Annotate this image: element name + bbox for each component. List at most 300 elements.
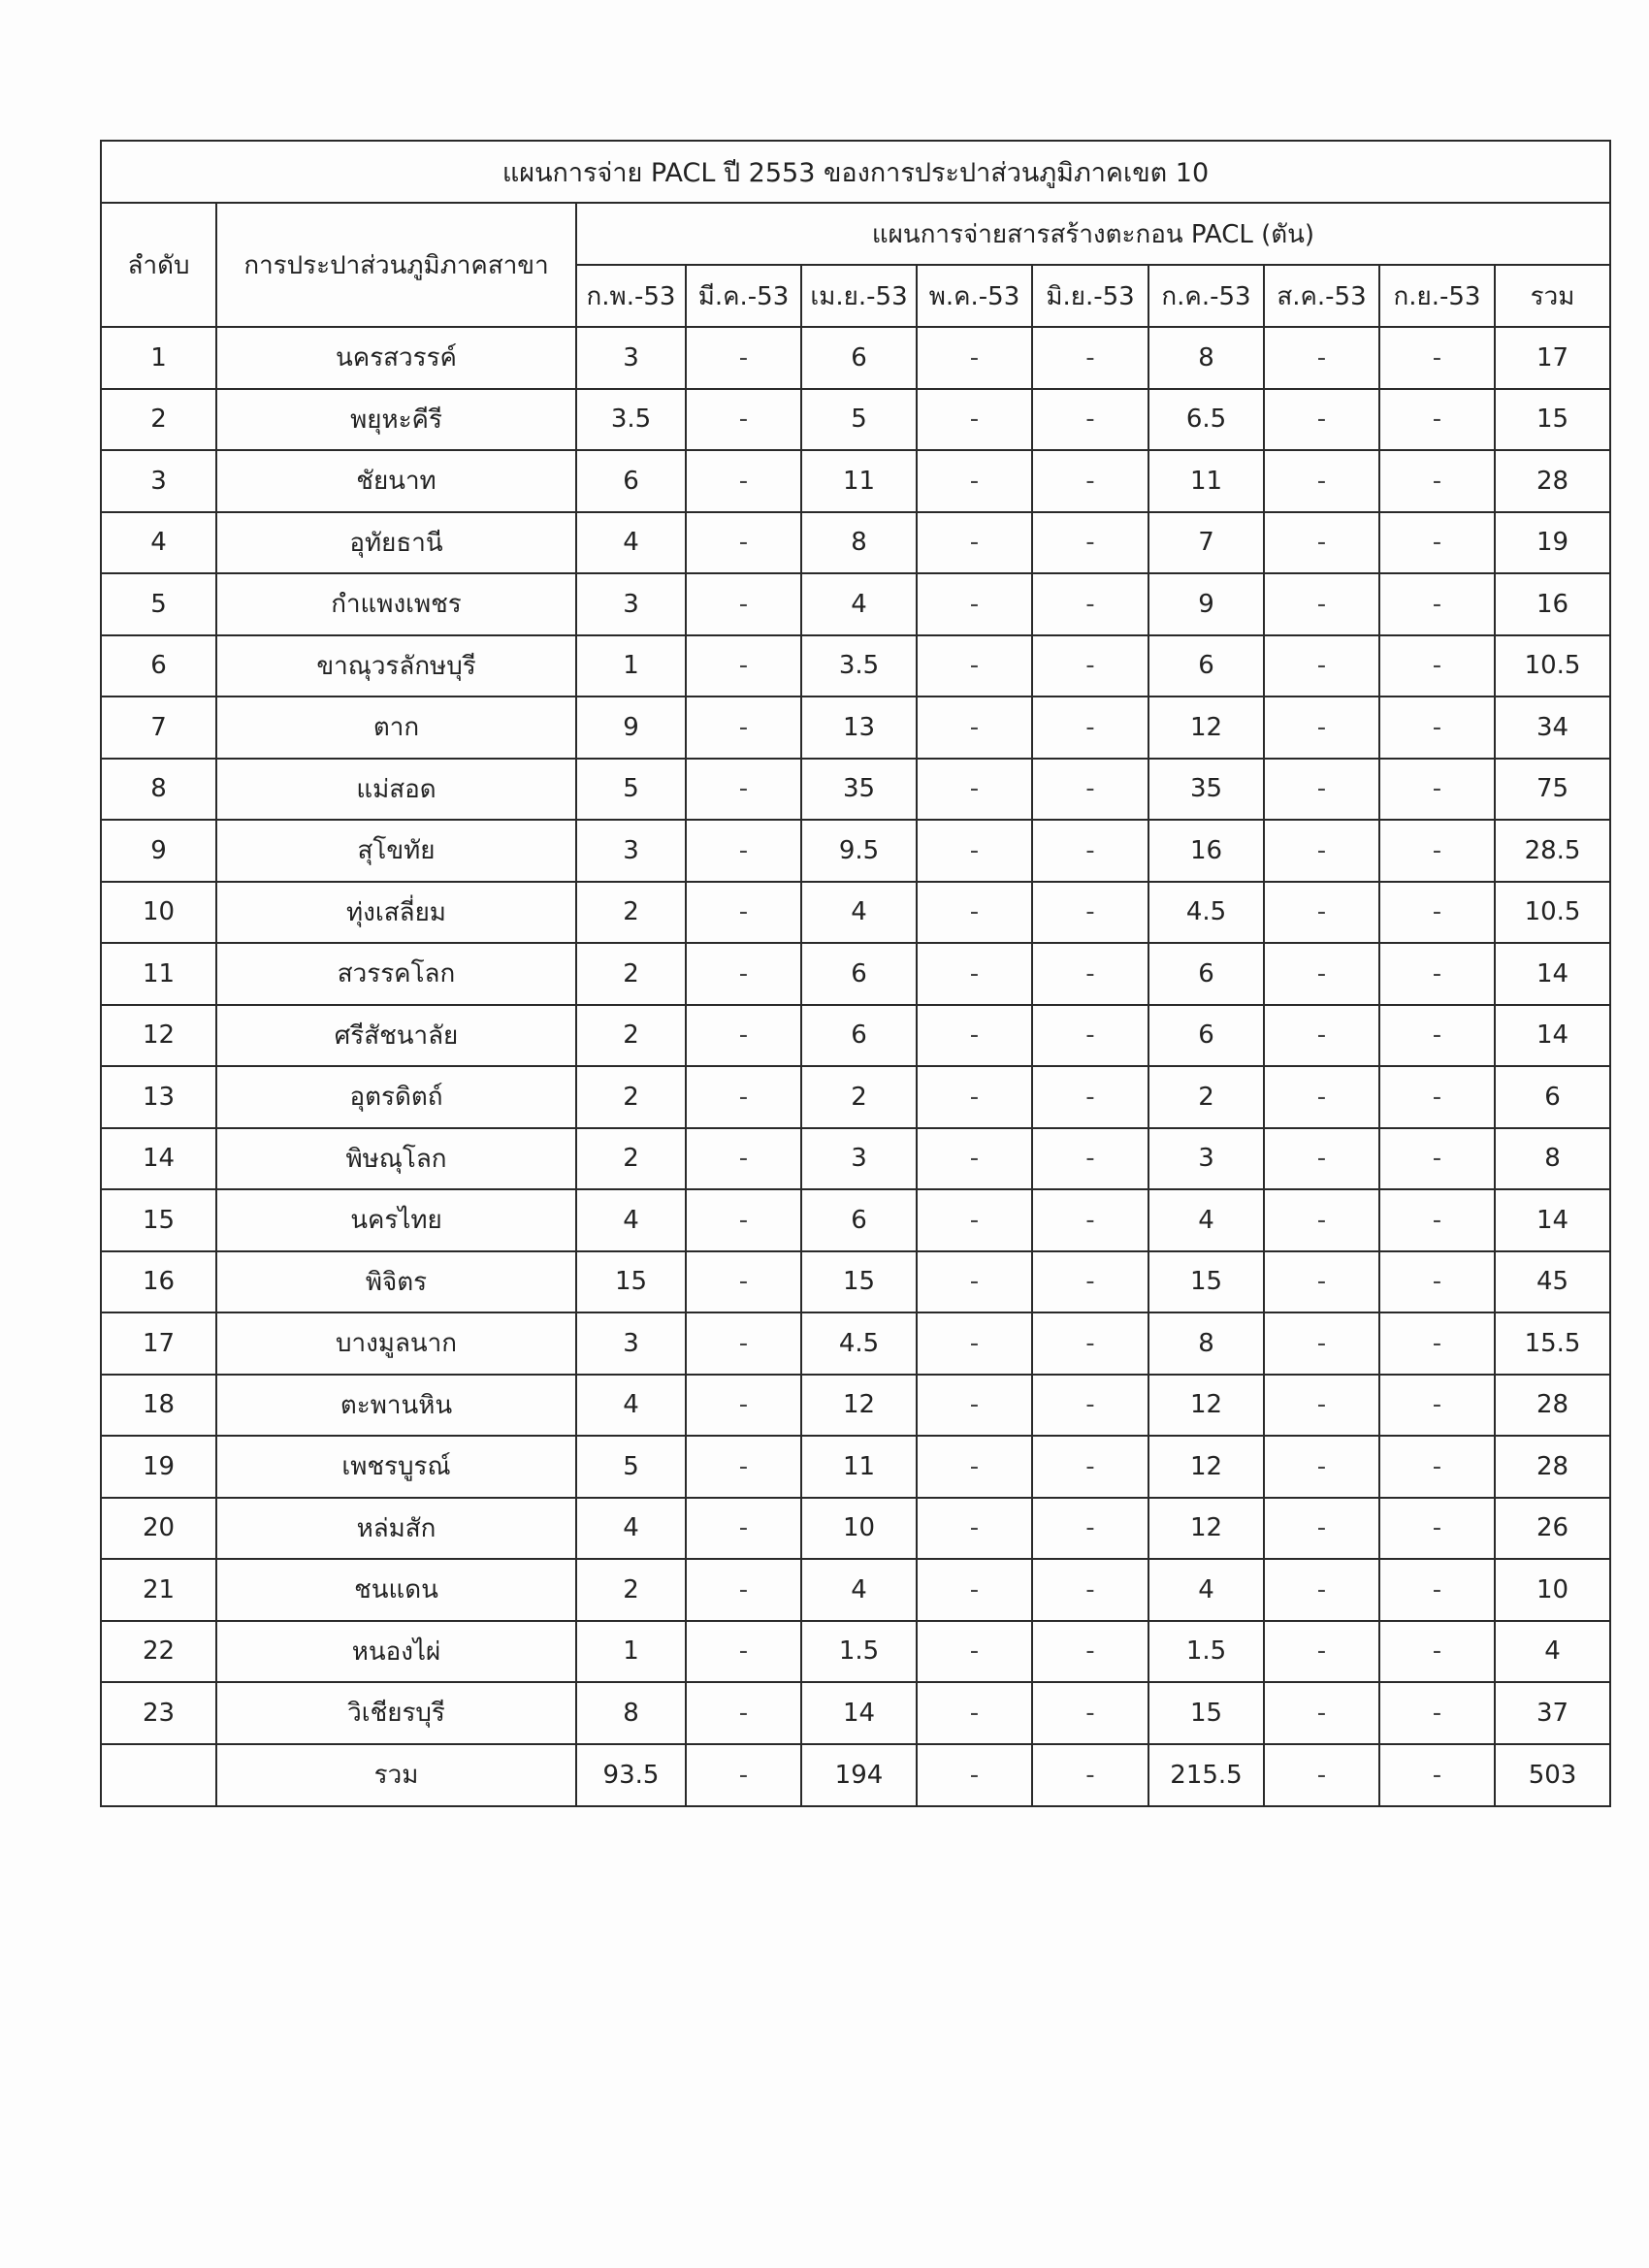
table-row (101, 820, 1610, 882)
row-number: 1 (101, 327, 216, 389)
table-row (101, 1189, 1610, 1251)
month-value-cell: 3.5 (576, 389, 686, 451)
month-value-cell: - (1379, 943, 1495, 1005)
row-total-cell: 19 (1495, 512, 1610, 574)
row-number: 3 (101, 450, 216, 512)
table-row (101, 635, 1610, 697)
row-total-cell: 26 (1495, 1498, 1610, 1560)
month-value-cell: - (917, 450, 1032, 512)
month-value-cell: - (686, 389, 801, 451)
month-header: เม.ย.-53 (801, 265, 917, 327)
month-value-cell: 3 (1148, 1128, 1264, 1190)
month-value-cell: - (686, 1251, 801, 1313)
month-value-cell: - (1264, 1621, 1379, 1683)
row-number: 14 (101, 1128, 216, 1190)
month-value-cell: 7 (1148, 512, 1264, 574)
branch-header: การประปาส่วนภูมิภาคสาขา (216, 203, 576, 327)
month-header: พ.ค.-53 (917, 265, 1032, 327)
month-header: มี.ค.-53 (686, 265, 801, 327)
month-total-cell: - (1264, 1744, 1379, 1806)
month-value-cell: 1.5 (1148, 1621, 1264, 1683)
row-total-cell: 28 (1495, 1436, 1610, 1498)
row-number: 6 (101, 635, 216, 697)
month-value-cell: - (1379, 635, 1495, 697)
total-header: รวม (1495, 265, 1610, 327)
plan-group-header: แผนการจ่ายสารสร้างตะกอน PACL (ตัน) (576, 203, 1610, 265)
month-value-cell: - (1264, 1312, 1379, 1375)
row-total-cell: 14 (1495, 943, 1610, 1005)
month-value-cell: - (1032, 1498, 1148, 1560)
month-value-cell: 11 (1148, 450, 1264, 512)
month-value-cell: 4 (801, 882, 917, 944)
row-total-cell: 10.5 (1495, 882, 1610, 944)
table-row (101, 697, 1610, 759)
month-value-cell: 2 (576, 1128, 686, 1190)
month-value-cell: - (1379, 512, 1495, 574)
row-number: 4 (101, 512, 216, 574)
month-value-cell: - (686, 1682, 801, 1744)
branch-name: อุตรดิตถ์ (216, 1066, 576, 1128)
table-row (101, 1559, 1610, 1621)
month-value-cell: - (917, 1559, 1032, 1621)
row-total-cell: 16 (1495, 573, 1610, 635)
row-total-cell: 15.5 (1495, 1312, 1610, 1375)
row-total-cell: 28 (1495, 450, 1610, 512)
month-value-cell: - (1032, 1005, 1148, 1067)
row-number: 13 (101, 1066, 216, 1128)
branch-name: พิจิตร (216, 1251, 576, 1313)
branch-name: บางมูลนาก (216, 1312, 576, 1375)
month-value-cell: 15 (801, 1251, 917, 1313)
branch-name: สุโขทัย (216, 820, 576, 882)
row-total-cell: 28 (1495, 1375, 1610, 1437)
row-total-cell: 8 (1495, 1128, 1610, 1190)
month-value-cell: 35 (1148, 759, 1264, 821)
month-value-cell: - (686, 1621, 801, 1683)
month-value-cell: 4 (576, 1375, 686, 1437)
month-value-cell: 6 (576, 450, 686, 512)
row-total-cell: 14 (1495, 1189, 1610, 1251)
row-total-cell: 28.5 (1495, 820, 1610, 882)
month-value-cell: - (1264, 1375, 1379, 1437)
pacl-plan-table (100, 140, 1611, 1807)
month-value-cell: 6 (1148, 1005, 1264, 1067)
month-value-cell: - (1379, 1375, 1495, 1437)
month-value-cell: - (1264, 327, 1379, 389)
month-value-cell: - (917, 1312, 1032, 1375)
month-header: ก.ย.-53 (1379, 265, 1495, 327)
row-total-cell: 14 (1495, 1005, 1610, 1067)
month-value-cell: - (686, 327, 801, 389)
month-value-cell: - (1032, 1128, 1148, 1190)
month-value-cell: 35 (801, 759, 917, 821)
month-value-cell: 10 (801, 1498, 917, 1560)
month-value-cell: - (686, 1312, 801, 1375)
table-row (101, 389, 1610, 451)
month-value-cell: 13 (801, 697, 917, 759)
month-value-cell: 3 (576, 573, 686, 635)
month-value-cell: - (1032, 882, 1148, 944)
grand-total-cell: 503 (1495, 1744, 1610, 1806)
branch-name: สวรรคโลก (216, 943, 576, 1005)
branch-name: ศรีสัชนาลัย (216, 1005, 576, 1067)
seq-header: ลำดับ (101, 203, 216, 327)
table-row (101, 882, 1610, 944)
month-value-cell: 3.5 (801, 635, 917, 697)
row-number: 16 (101, 1251, 216, 1313)
month-value-cell: 4 (576, 1498, 686, 1560)
row-total-cell: 15 (1495, 389, 1610, 451)
month-value-cell: 2 (801, 1066, 917, 1128)
branch-name: เพชรบูรณ์ (216, 1436, 576, 1498)
table-row (101, 1005, 1610, 1067)
month-value-cell: - (1264, 1251, 1379, 1313)
month-value-cell: - (686, 1559, 801, 1621)
month-value-cell: - (1264, 635, 1379, 697)
month-value-cell: - (917, 635, 1032, 697)
table-title: แผนการจ่าย PACL ปี 2553 ของการประปาส่วนภูมิภาคเขต 10 (101, 141, 1610, 203)
month-value-cell: - (917, 1005, 1032, 1067)
month-value-cell: 6 (801, 943, 917, 1005)
month-value-cell: - (1264, 1189, 1379, 1251)
month-value-cell: 6.5 (1148, 389, 1264, 451)
month-value-cell: - (686, 697, 801, 759)
month-value-cell: - (1379, 450, 1495, 512)
month-value-cell: 14 (801, 1682, 917, 1744)
month-value-cell: - (1379, 1436, 1495, 1498)
month-value-cell: 3 (801, 1128, 917, 1190)
row-number: 10 (101, 882, 216, 944)
month-value-cell: - (1032, 1375, 1148, 1437)
row-total-cell: 37 (1495, 1682, 1610, 1744)
month-value-cell: - (686, 1005, 801, 1067)
month-total-cell: 194 (801, 1744, 917, 1806)
month-total-cell: 215.5 (1148, 1744, 1264, 1806)
month-value-cell: 8 (576, 1682, 686, 1744)
month-value-cell: - (686, 573, 801, 635)
month-value-cell: 2 (576, 1005, 686, 1067)
table-row (101, 759, 1610, 821)
branch-name: กำแพงเพชร (216, 573, 576, 635)
month-value-cell: - (917, 882, 1032, 944)
month-value-cell: - (1264, 1128, 1379, 1190)
month-value-cell: - (1264, 573, 1379, 635)
month-value-cell: 15 (1148, 1251, 1264, 1313)
month-value-cell: - (686, 1189, 801, 1251)
month-value-cell: - (1032, 512, 1148, 574)
month-value-cell: 12 (801, 1375, 917, 1437)
month-header: ส.ค.-53 (1264, 265, 1379, 327)
month-value-cell: - (1032, 697, 1148, 759)
month-total-cell: - (1032, 1744, 1148, 1806)
month-header: ก.ค.-53 (1148, 265, 1264, 327)
month-value-cell: 4.5 (1148, 882, 1264, 944)
month-value-cell: - (1264, 697, 1379, 759)
totals-row (101, 1744, 1610, 1806)
month-value-cell: - (1264, 1498, 1379, 1560)
month-value-cell: 15 (576, 1251, 686, 1313)
month-value-cell: - (1379, 1066, 1495, 1128)
month-value-cell: - (1032, 1312, 1148, 1375)
row-number: 22 (101, 1621, 216, 1683)
month-value-cell: - (1264, 943, 1379, 1005)
month-value-cell: 6 (801, 1189, 917, 1251)
month-value-cell: 2 (576, 882, 686, 944)
table-row (101, 1251, 1610, 1313)
month-value-cell: - (917, 389, 1032, 451)
month-value-cell: 4 (576, 1189, 686, 1251)
table-row (101, 1375, 1610, 1437)
table-row (101, 450, 1610, 512)
month-value-cell: 8 (1148, 1312, 1264, 1375)
month-value-cell: - (1379, 327, 1495, 389)
month-value-cell: - (1379, 820, 1495, 882)
month-header: ก.พ.-53 (576, 265, 686, 327)
row-number: 12 (101, 1005, 216, 1067)
month-value-cell: - (1264, 882, 1379, 944)
month-header: มิ.ย.-53 (1032, 265, 1148, 327)
month-value-cell: - (917, 1498, 1032, 1560)
month-value-cell: 4 (1148, 1189, 1264, 1251)
month-value-cell: 5 (801, 389, 917, 451)
table-row (101, 327, 1610, 389)
empty-cell (101, 1744, 216, 1806)
month-value-cell: - (917, 1251, 1032, 1313)
month-value-cell: - (686, 882, 801, 944)
table-row (101, 943, 1610, 1005)
month-value-cell: - (1032, 389, 1148, 451)
month-value-cell: 2 (1148, 1066, 1264, 1128)
month-value-cell: 11 (801, 1436, 917, 1498)
branch-name: ทุ่งเสลี่ยม (216, 882, 576, 944)
branch-name: วิเชียรบุรี (216, 1682, 576, 1744)
month-value-cell: 15 (1148, 1682, 1264, 1744)
month-value-cell: 5 (576, 1436, 686, 1498)
row-number: 21 (101, 1559, 216, 1621)
row-number: 23 (101, 1682, 216, 1744)
month-value-cell: - (917, 759, 1032, 821)
month-value-cell: - (686, 1498, 801, 1560)
month-value-cell: - (1032, 635, 1148, 697)
month-value-cell: - (1264, 1559, 1379, 1621)
header-row-1 (101, 203, 1610, 265)
month-value-cell: 1 (576, 1621, 686, 1683)
month-value-cell: - (686, 1436, 801, 1498)
totals-label: รวม (216, 1744, 576, 1806)
month-value-cell: - (1379, 882, 1495, 944)
month-value-cell: - (1379, 1128, 1495, 1190)
month-value-cell: 2 (576, 943, 686, 1005)
month-value-cell: - (686, 943, 801, 1005)
month-value-cell: - (686, 820, 801, 882)
month-value-cell: 9.5 (801, 820, 917, 882)
branch-name: นครไทย (216, 1189, 576, 1251)
month-value-cell: - (917, 1128, 1032, 1190)
month-value-cell: - (1264, 1682, 1379, 1744)
branch-name: ขาณุวรลักษบุรี (216, 635, 576, 697)
branch-name: อุทัยธานี (216, 512, 576, 574)
month-value-cell: 4 (801, 573, 917, 635)
month-value-cell: - (1032, 1189, 1148, 1251)
month-value-cell: - (1264, 389, 1379, 451)
month-value-cell: 8 (801, 512, 917, 574)
month-value-cell: 4 (801, 1559, 917, 1621)
month-value-cell: - (1032, 573, 1148, 635)
row-total-cell: 17 (1495, 327, 1610, 389)
month-value-cell: - (1032, 327, 1148, 389)
month-value-cell: - (1032, 759, 1148, 821)
month-value-cell: - (1032, 1559, 1148, 1621)
month-value-cell: - (1379, 697, 1495, 759)
month-value-cell: - (1379, 759, 1495, 821)
month-value-cell: 6 (801, 327, 917, 389)
month-value-cell: 12 (1148, 697, 1264, 759)
month-value-cell: - (1032, 1066, 1148, 1128)
table-row (101, 1498, 1610, 1560)
month-total-cell: 93.5 (576, 1744, 686, 1806)
month-value-cell: - (686, 635, 801, 697)
row-number: 7 (101, 697, 216, 759)
month-total-cell: - (917, 1744, 1032, 1806)
month-value-cell: - (917, 512, 1032, 574)
month-value-cell: - (686, 1128, 801, 1190)
month-value-cell: - (917, 1682, 1032, 1744)
row-total-cell: 34 (1495, 697, 1610, 759)
month-value-cell: - (1379, 1682, 1495, 1744)
row-total-cell: 45 (1495, 1251, 1610, 1313)
month-value-cell: 5 (576, 759, 686, 821)
month-value-cell: - (1032, 1436, 1148, 1498)
month-value-cell: 9 (1148, 573, 1264, 635)
month-value-cell: 9 (576, 697, 686, 759)
month-value-cell: - (917, 573, 1032, 635)
branch-name: ตะพานหิน (216, 1375, 576, 1437)
month-value-cell: - (1379, 389, 1495, 451)
month-value-cell: - (1379, 1189, 1495, 1251)
table-row (101, 1066, 1610, 1128)
month-value-cell: - (686, 450, 801, 512)
month-value-cell: - (917, 1066, 1032, 1128)
month-value-cell: - (1032, 1621, 1148, 1683)
month-value-cell: - (1032, 943, 1148, 1005)
month-value-cell: 6 (801, 1005, 917, 1067)
month-total-cell: - (686, 1744, 801, 1806)
month-value-cell: - (1264, 1436, 1379, 1498)
month-value-cell: - (1264, 759, 1379, 821)
table-row (101, 1682, 1610, 1744)
table-row (101, 1312, 1610, 1375)
month-value-cell: - (686, 512, 801, 574)
month-value-cell: 12 (1148, 1498, 1264, 1560)
branch-name: ตาก (216, 697, 576, 759)
month-value-cell: - (1379, 1559, 1495, 1621)
month-value-cell: 3 (576, 1312, 686, 1375)
month-value-cell: 4 (1148, 1559, 1264, 1621)
month-value-cell: - (1032, 450, 1148, 512)
month-value-cell: - (917, 1375, 1032, 1437)
table-row (101, 1436, 1610, 1498)
row-number: 20 (101, 1498, 216, 1560)
row-number: 9 (101, 820, 216, 882)
month-value-cell: - (686, 759, 801, 821)
month-value-cell: - (686, 1375, 801, 1437)
table-row (101, 573, 1610, 635)
row-number: 19 (101, 1436, 216, 1498)
branch-name: ชนแดน (216, 1559, 576, 1621)
month-value-cell: 1.5 (801, 1621, 917, 1683)
month-value-cell: - (917, 327, 1032, 389)
branch-name: ชัยนาท (216, 450, 576, 512)
row-number: 11 (101, 943, 216, 1005)
month-value-cell: 4.5 (801, 1312, 917, 1375)
row-number: 15 (101, 1189, 216, 1251)
month-value-cell: 2 (576, 1559, 686, 1621)
table-title-row (101, 141, 1610, 203)
month-value-cell: - (917, 697, 1032, 759)
month-value-cell: 4 (576, 512, 686, 574)
branch-name: พิษณุโลก (216, 1128, 576, 1190)
month-value-cell: - (1379, 1005, 1495, 1067)
month-value-cell: 3 (576, 327, 686, 389)
row-total-cell: 10.5 (1495, 635, 1610, 697)
month-value-cell: - (1379, 1312, 1495, 1375)
month-value-cell: 3 (576, 820, 686, 882)
row-number: 18 (101, 1375, 216, 1437)
row-total-cell: 75 (1495, 759, 1610, 821)
month-value-cell: - (1264, 1005, 1379, 1067)
month-value-cell: 16 (1148, 820, 1264, 882)
month-value-cell: - (917, 1189, 1032, 1251)
month-value-cell: 1 (576, 635, 686, 697)
month-value-cell: 2 (576, 1066, 686, 1128)
month-value-cell: - (1379, 1621, 1495, 1683)
row-number: 8 (101, 759, 216, 821)
row-number: 2 (101, 389, 216, 451)
row-total-cell: 6 (1495, 1066, 1610, 1128)
branch-name: พยุหะคีรี (216, 389, 576, 451)
branch-name: นครสวรรค์ (216, 327, 576, 389)
month-value-cell: 6 (1148, 635, 1264, 697)
month-value-cell: - (686, 1066, 801, 1128)
month-value-cell: - (917, 820, 1032, 882)
month-value-cell: - (1379, 1251, 1495, 1313)
month-value-cell: 12 (1148, 1375, 1264, 1437)
row-total-cell: 10 (1495, 1559, 1610, 1621)
month-value-cell: - (1032, 820, 1148, 882)
month-value-cell: - (1264, 450, 1379, 512)
month-value-cell: - (1264, 820, 1379, 882)
table-row (101, 1621, 1610, 1683)
month-value-cell: 6 (1148, 943, 1264, 1005)
branch-name: หนองไผ่ (216, 1621, 576, 1683)
branch-name: หล่มสัก (216, 1498, 576, 1560)
branch-name: แม่สอด (216, 759, 576, 821)
row-number: 5 (101, 573, 216, 635)
month-value-cell: 11 (801, 450, 917, 512)
month-value-cell: 8 (1148, 327, 1264, 389)
row-total-cell: 4 (1495, 1621, 1610, 1683)
month-value-cell: - (1032, 1682, 1148, 1744)
row-number: 17 (101, 1312, 216, 1375)
month-total-cell: - (1379, 1744, 1495, 1806)
month-value-cell: - (1264, 512, 1379, 574)
table-row (101, 512, 1610, 574)
month-value-cell: 12 (1148, 1436, 1264, 1498)
month-value-cell: - (1264, 1066, 1379, 1128)
month-value-cell: - (1379, 573, 1495, 635)
month-value-cell: - (917, 943, 1032, 1005)
table-row (101, 1128, 1610, 1190)
